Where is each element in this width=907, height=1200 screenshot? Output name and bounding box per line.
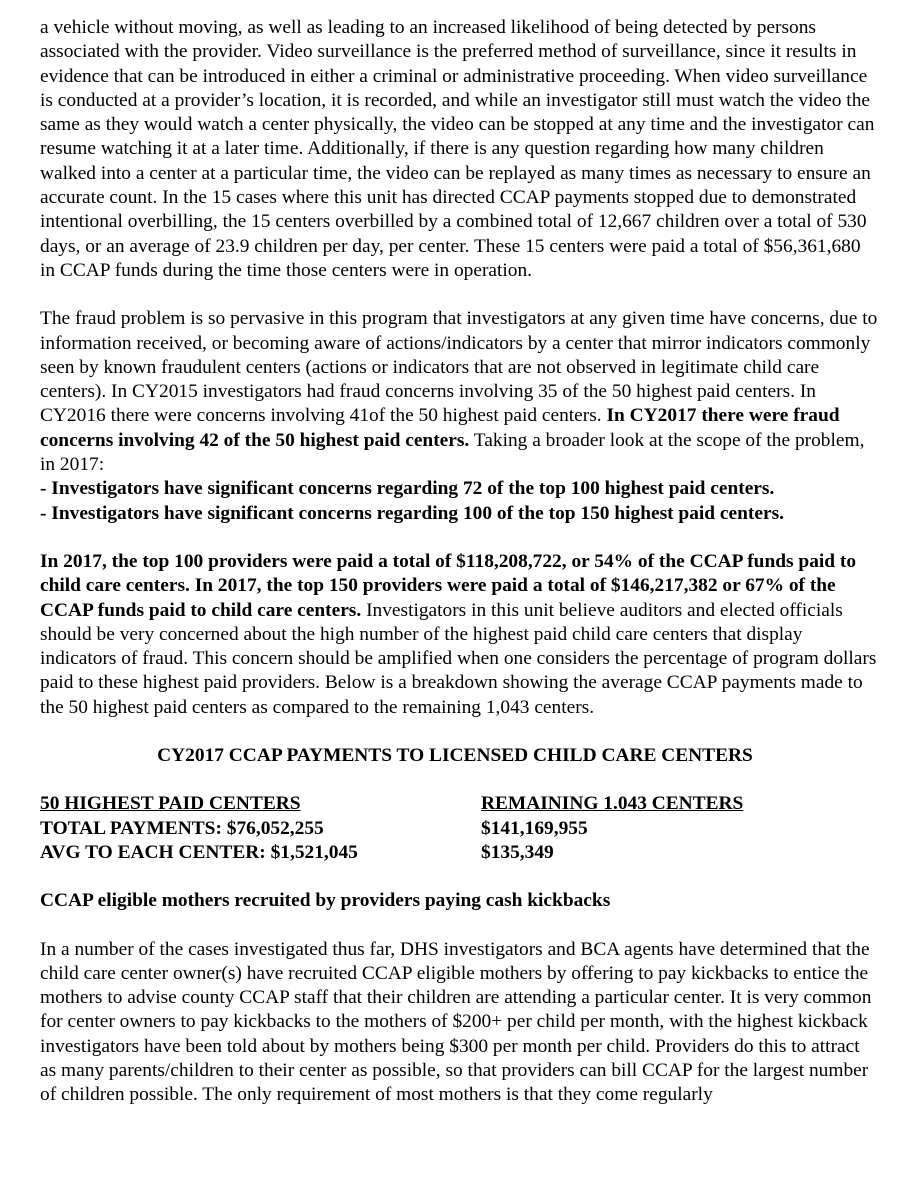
right-total-payments: $141,169,955 xyxy=(481,817,588,839)
paragraph-gap xyxy=(40,914,880,938)
paragraph-gap xyxy=(40,768,880,792)
paragraph-gap xyxy=(40,865,880,889)
paragraph-gap xyxy=(40,720,880,744)
payments-table xyxy=(40,792,880,865)
left-column-header: 50 HIGHEST PAID CENTERS xyxy=(40,793,301,815)
fraud-problem-bold: In CY2017 there were fraud concerns involving 42 of the 50 highest paid centers. xyxy=(40,405,840,451)
document-page xyxy=(40,16,880,1108)
paragraph-top-providers xyxy=(40,550,880,720)
paragraph-kickbacks: In a number of the cases investigated thus far, DHS investigators and BCA agents have determined that the child care center owner(s) have recruited CCAP eligible mothers by offering to pay kickbacks to entice the mothers to advise county CCAP staff that their children are attending a particular center. It is very common for center owners to pay kickbacks to the mothers of $200+ per child per month, with the highest kickback investigators have been told about by mothers being $300 per month per child. Providers do this to attract as many parents/children to their center as possible, so that providers can bill CCAP for the largest number of children possible. The only requirement of most mothers is that they come regularly xyxy=(40,938,872,1106)
paragraph-gap xyxy=(40,526,880,550)
paragraph-fraud-problem xyxy=(40,307,880,477)
bullet-top-150: - Investigators have significant concerns regarding 100 of the top 150 highest paid centers. xyxy=(40,502,784,524)
paragraph-gap xyxy=(40,283,880,307)
section-heading: CCAP eligible mothers recruited by providers paying cash kickbacks xyxy=(40,890,611,912)
top-providers-bold: In 2017, the top 100 providers were paid a total of $118,208,722, or 54% of the CCAP funds paid to child care centers. In 2017, the top 150 providers were paid a total of $146,217,382 or 67% of the CCAP funds paid to child care centers. xyxy=(40,550,857,621)
fraud-problem-text: The fraud problem is so pervasive in this program that investigators at any given time have concerns, due to information received, or becoming aware of actions/indicators by a center that mirror indicators commonly seen by known fraudulent centers (actions or indicators that are not observed in legitimate child care centers). In CY2015 investigators had fraud concerns involving 35 of the 50 highest paid centers. In CY2016 there were concerns involving 41of the 50 highest paid centers. xyxy=(40,308,878,427)
right-column-header: REMAINING 1.043 CENTERS xyxy=(481,793,744,815)
bullet-top-100: - Investigators have significant concerns regarding 72 of the top 100 highest paid centers. xyxy=(40,478,775,500)
table-title: CY2017 CCAP PAYMENTS TO LICENSED CHILD CARE CENTERS xyxy=(157,745,753,767)
fraud-problem-text-2: Taking a broader look at the scope of the problem, in 2017: xyxy=(40,429,865,476)
paragraph-video-surveillance: a vehicle without moving, as well as leading to an increased likelihood of being detected by persons associated with the provider. Video surveillance is the preferred method of surveillance, since it results in evidence that can be introduced in either a criminal or administrative proceeding. When video surveillance is conducted at a provider’s location, it is recorded, and while an investigator still must watch the video the same as they would watch a center physically, the video can be stopped at any time and the investigator can resume watching it at a later time. Additionally, if there is any question regarding how many children walked into a center at a particular time, the video can be replayed as many times as necessary to ensure an accurate count. In the 15 cases where this unit has directed CCAP payments stopped due to demonstrated intentional overbilling, the 15 centers overbilled by a combined total of 12,667 children over a total of 530 days, or an average of 23.9 children per day, per center. These 15 centers were paid a total of $56,361,680 in CCAP funds during the time those centers were in operation. xyxy=(40,17,875,281)
left-total-payments: TOTAL PAYMENTS: $76,052,255 xyxy=(40,817,324,839)
left-average: AVG TO EACH CENTER: $1,521,045 xyxy=(40,841,358,863)
top-providers-text: Investigators in this unit believe auditors and elected officials should be very concerned about the high number of the highest paid child care centers that display indicators of fraud. This concern should be amplified when one considers the percentage of program dollars paid to these highest paid providers. Below is a breakdown showing the average CCAP payments made to the 50 highest paid centers as compared to the remaining 1,043 centers. xyxy=(40,599,877,718)
right-average: $135,349 xyxy=(481,841,554,863)
